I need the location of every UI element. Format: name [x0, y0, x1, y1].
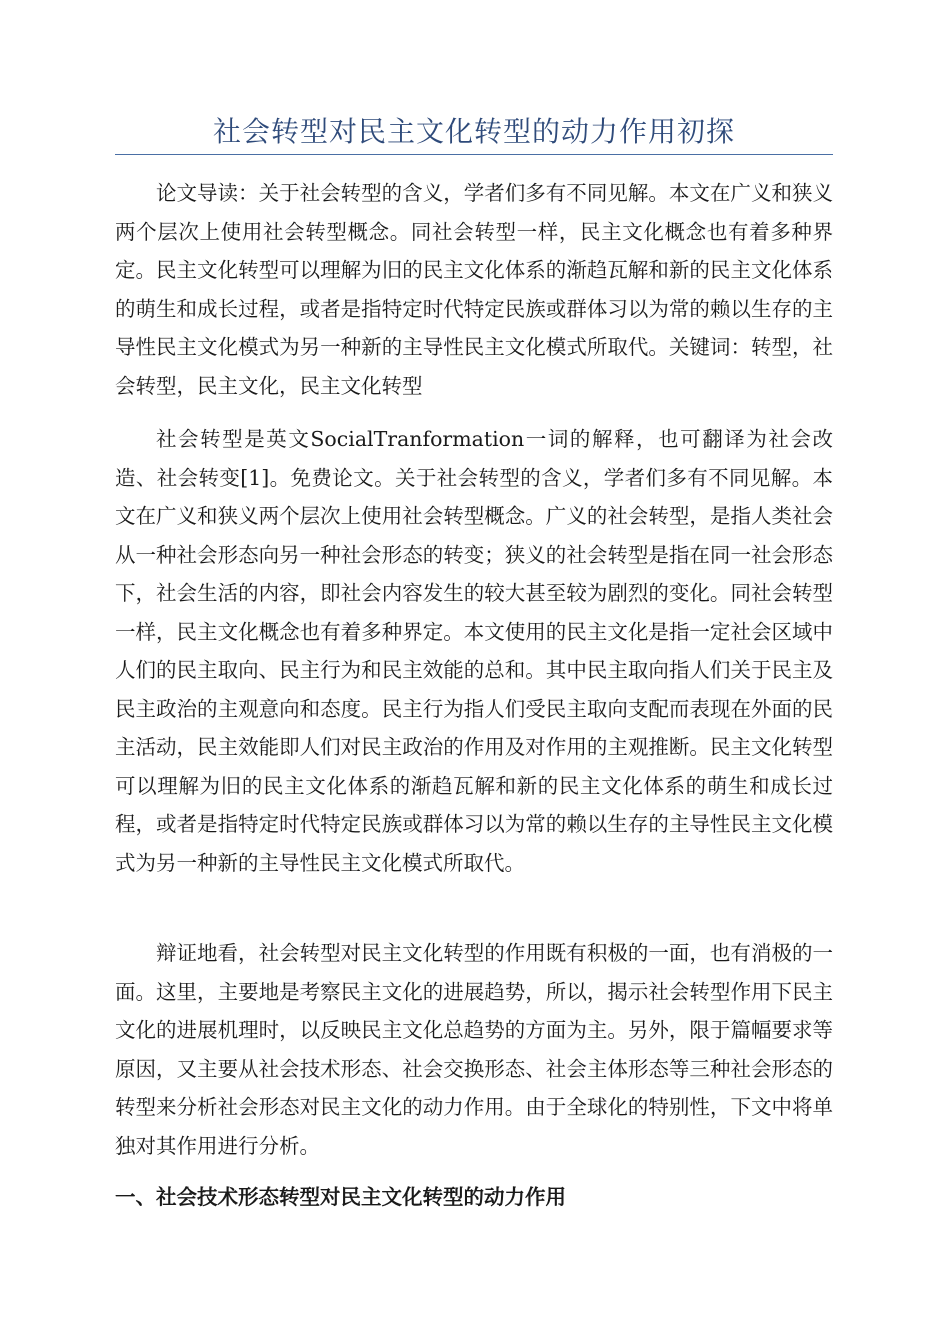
section-heading: 一、社会技术形态转型对民主文化转型的动力作用: [115, 1185, 566, 1209]
paragraph-dialectic: 辩证地看，社会转型对民主文化转型的作用既有积极的一面，也有消极的一面。这里，主要地是考察民主文化的进展趋势，所以，揭示社会转型作用下民主文化的进展机理时，以反映民主文化总趋势的方面为主。另外，限于篇幅要求等原因，又主要从社会技术形态、社会交换形态、社会主体形态等三种社会形态的转型来分析社会形态对民主文化的动力作用。由于全球化的特别性，下文中将单独对其作用进行分析。: [115, 941, 833, 1158]
paragraph-abstract: 论文导读：关于社会转型的含义，学者们多有不同见解。本文在广义和狭义两个层次上使用社会转型概念。同社会转型一样，民主文化概念也有着多种界定。民主文化转型可以理解为旧的民主文化体系的渐趋瓦解和新的民主文化体系的萌生和成长过程，或者是指特定时代特定民族或群体习以为常的赖以生存的主导性民主文化模式为另一种新的主导性民主文化模式所取代。关键词：转型，社会转型，民主文化，民主文化转型: [115, 181, 833, 398]
title-underline: [115, 154, 833, 155]
paragraph-definition: 社会转型是英文SocialTranformation一词的解释，也可翻译为社会改造、社会转变[1]。免费论文。关于社会转型的含义，学者们多有不同见解。本文在广义和狭义两个层次上使用社会转型概念。广义的社会转型，是指人类社会从一种社会形态向另一种社会形态的转变；狭义的社会转型是指在同一社会形态下，社会生活的内容，即社会内容发生的较大甚至较为剧烈的变化。同社会转型一样，民主文化概念也有着多种界定。本文使用的民主文化是指一定社会区域中人们的民主取向、民主行为和民主效能的总和。其中民主取向指人们关于民主及民主政治的主观意向和态度。民主行为指人们受民主取向支配而表现在外面的民主活动，民主效能即人们对民主政治的作用及对作用的主观推断。民主文化转型可以理解为旧的民主文化体系的渐趋瓦解和新的民主文化体系的萌生和成长过程，或者是指特定时代特定民族或群体习以为常的赖以生存的主导性民主文化模式为另一种新的主导性民主文化模式所取代。: [115, 427, 833, 875]
page-title: 社会转型对民主文化转型的动力作用初探: [212, 115, 735, 148]
